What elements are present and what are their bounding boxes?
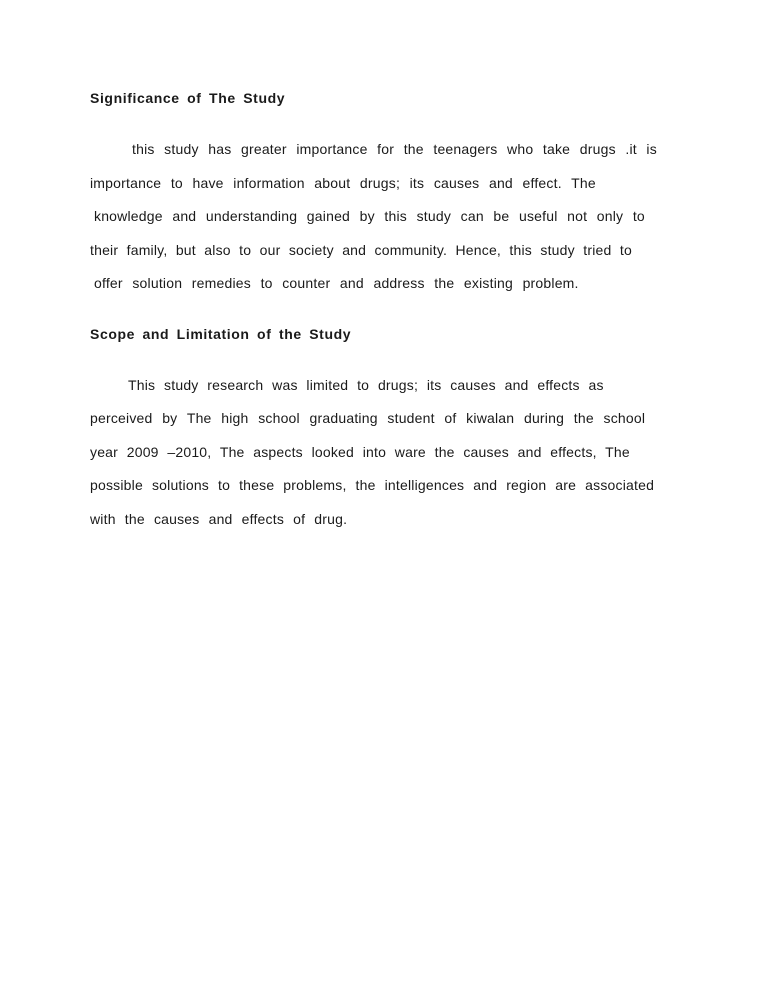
scope-line-2: perceived by The high school graduating student of kiwalan during the school: [90, 410, 646, 426]
scope-line-5: with the causes and effects of drug.: [90, 511, 348, 527]
scope-line-3: year 2009 –2010, The aspects looked into ware the causes and effects, The: [90, 444, 630, 460]
significance-line-3: knowledge and understanding gained by this study can be useful not only to: [94, 208, 645, 224]
section-heading-significance: Significance of The Study: [90, 90, 286, 106]
significance-line-4: their family, but also to our society and community. Hence, this study tried to: [90, 242, 632, 258]
section-heading-scope: Scope and Limitation of the Study: [90, 326, 352, 342]
significance-line-2: importance to have information about drugs; its causes and effect. The: [90, 175, 596, 191]
significance-line-1: this study has greater importance for the teenagers who take drugs .it is: [132, 141, 657, 157]
scope-line-4: possible solutions to these problems, the intelligences and region are associated: [90, 477, 655, 493]
scope-line-1: This study research was limited to drugs; its causes and effects as: [128, 377, 604, 393]
significance-line-5: offer solution remedies to counter and address the existing problem.: [94, 275, 579, 291]
